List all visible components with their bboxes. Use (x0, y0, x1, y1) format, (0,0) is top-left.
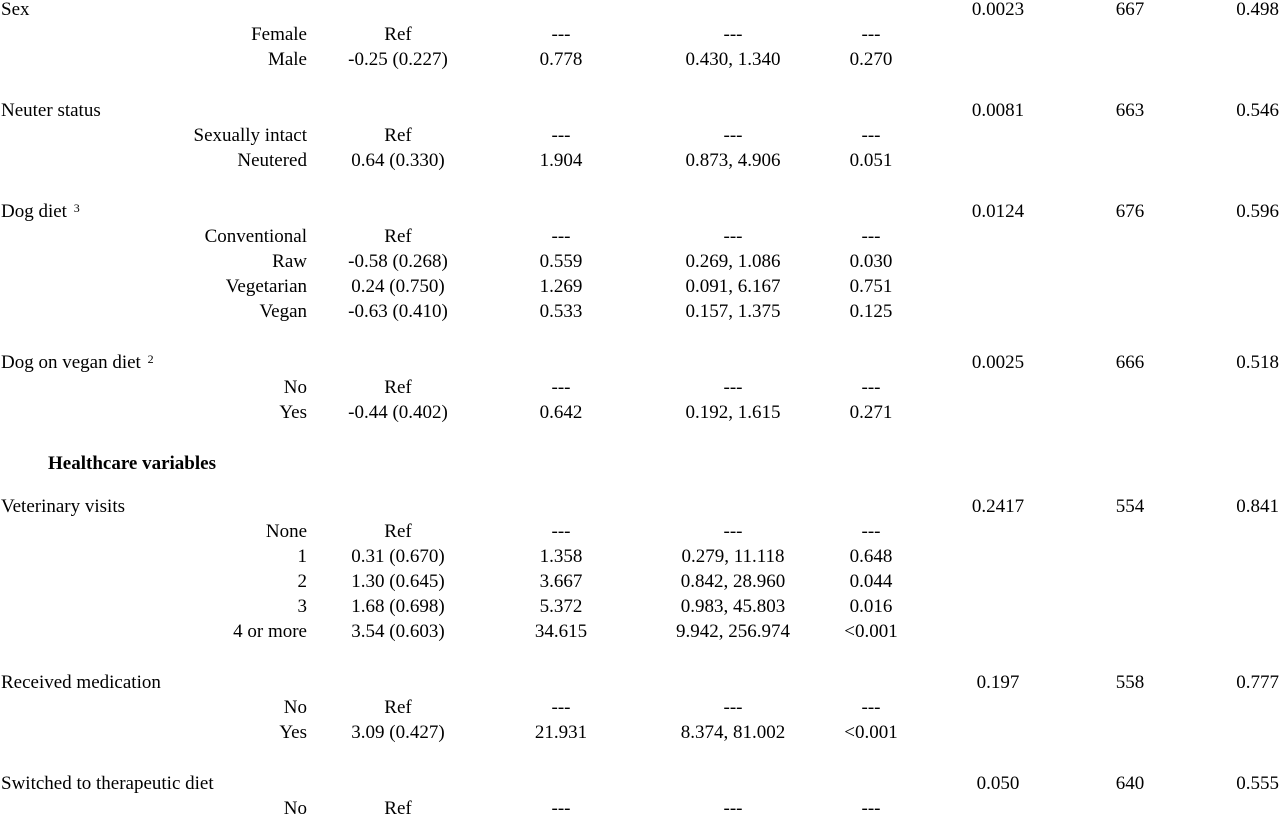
p-value: 0.016 (849, 596, 893, 617)
odds-ratio: 0.778 (539, 49, 583, 70)
odds-ratio: --- (551, 24, 571, 45)
p-value: --- (861, 24, 881, 45)
confidence-interval: 0.983, 45.803 (680, 596, 786, 617)
level-row (0, 695, 1280, 720)
coefficient-se: Ref (384, 697, 412, 718)
level-row (0, 148, 1280, 173)
confidence-interval: --- (723, 798, 743, 819)
confidence-interval: 0.842, 28.960 (680, 571, 786, 592)
level-label: 1 (297, 546, 307, 567)
odds-ratio: 0.642 (539, 402, 583, 423)
level-row (0, 720, 1280, 745)
coefficient-se: 0.24 (0.750) (351, 276, 445, 297)
odds-ratio: --- (551, 798, 571, 819)
odds-ratio: 0.559 (539, 251, 583, 272)
auc-value: 0.596 (1236, 201, 1279, 222)
coefficient-se: Ref (384, 798, 412, 819)
level-label: None (265, 521, 307, 542)
p-value: 0.030 (849, 251, 893, 272)
level-row (0, 249, 1280, 274)
odds-ratio: 3.667 (539, 571, 583, 592)
level-row (0, 274, 1280, 299)
auc-value: 0.841 (1236, 496, 1279, 517)
r-squared-value: 0.0124 (971, 201, 1025, 222)
section-heading (0, 451, 1280, 476)
level-label: Conventional (204, 226, 307, 247)
variable-name: Neuter status (1, 100, 101, 121)
sample-size-value: 558 (1115, 672, 1145, 693)
level-row (0, 796, 1280, 821)
footnote-marker: 3 (73, 201, 80, 215)
confidence-interval: --- (723, 125, 743, 146)
odds-ratio: 34.615 (534, 621, 588, 642)
variable-name: Veterinary visits (1, 496, 126, 517)
level-label: No (283, 798, 307, 819)
p-value: --- (861, 798, 881, 819)
p-value: --- (861, 697, 881, 718)
variable-name: Dog on vegan diet (1, 352, 141, 373)
level-row (0, 619, 1280, 644)
section-heading-text: Healthcare variables (48, 453, 216, 474)
p-value: 0.125 (849, 301, 893, 322)
coefficient-se: 3.09 (0.427) (351, 722, 445, 743)
confidence-interval: 9.942, 256.974 (676, 621, 790, 642)
level-label: Raw (272, 251, 307, 272)
variable-row (0, 98, 1280, 123)
p-value: 0.271 (849, 402, 893, 423)
p-value: 0.044 (849, 571, 893, 592)
sample-size-value: 667 (1115, 0, 1145, 20)
coefficient-se: -0.58 (0.268) (348, 251, 448, 272)
level-row (0, 569, 1280, 594)
odds-ratio: 1.904 (539, 150, 583, 171)
sample-size-value: 663 (1115, 100, 1145, 121)
r-squared-value: 0.0023 (971, 0, 1025, 20)
level-row (0, 123, 1280, 148)
coefficient-se: Ref (384, 24, 412, 45)
level-row (0, 224, 1280, 249)
confidence-interval: --- (723, 521, 743, 542)
coefficient-se: 0.64 (0.330) (351, 150, 445, 171)
p-value: 0.051 (849, 150, 893, 171)
level-label: Male (267, 49, 307, 70)
auc-value: 0.498 (1236, 0, 1279, 20)
sample-size-value: 554 (1115, 496, 1145, 517)
sample-size-value: 640 (1115, 773, 1145, 794)
confidence-interval: --- (723, 697, 743, 718)
confidence-interval: 0.279, 11.118 (681, 546, 785, 567)
p-value: 0.751 (849, 276, 893, 297)
variable-name-group (1, 350, 154, 375)
auc-value: 0.518 (1236, 352, 1279, 373)
confidence-interval: 0.157, 1.375 (685, 301, 781, 322)
level-label: No (283, 377, 307, 398)
p-value: 0.270 (849, 49, 893, 70)
confidence-interval: --- (723, 377, 743, 398)
p-value: <0.001 (844, 722, 898, 743)
variable-row (0, 0, 1280, 22)
coefficient-se: Ref (384, 377, 412, 398)
footnote-marker: 2 (147, 352, 154, 366)
p-value: --- (861, 125, 881, 146)
variable-row (0, 771, 1280, 796)
p-value: --- (861, 226, 881, 247)
odds-ratio: --- (551, 125, 571, 146)
sample-size-value: 676 (1115, 201, 1145, 222)
confidence-interval: --- (723, 226, 743, 247)
level-label: 3 (297, 596, 307, 617)
coefficient-se: 0.31 (0.670) (351, 546, 445, 567)
confidence-interval: 0.269, 1.086 (685, 251, 781, 272)
variable-row (0, 494, 1280, 519)
level-label: Female (251, 24, 307, 45)
coefficient-se: -0.44 (0.402) (348, 402, 448, 423)
level-label: Sexually intact (193, 125, 307, 146)
level-label: No (283, 697, 307, 718)
level-row (0, 544, 1280, 569)
level-row (0, 519, 1280, 544)
confidence-interval: --- (723, 24, 743, 45)
r-squared-value: 0.2417 (971, 496, 1025, 517)
level-label: 2 (297, 571, 307, 592)
odds-ratio: 1.358 (539, 546, 583, 567)
confidence-interval: 0.873, 4.906 (685, 150, 781, 171)
odds-ratio: 1.269 (539, 276, 583, 297)
variable-name-group (1, 199, 80, 224)
confidence-interval: 8.374, 81.002 (680, 722, 786, 743)
confidence-interval: 0.430, 1.340 (685, 49, 781, 70)
odds-ratio: 5.372 (539, 596, 583, 617)
p-value: --- (861, 377, 881, 398)
level-label: Yes (279, 402, 307, 423)
level-label: Neutered (237, 150, 307, 171)
r-squared-value: 0.197 (976, 672, 1020, 693)
level-row (0, 299, 1280, 324)
p-value: 0.648 (849, 546, 893, 567)
r-squared-value: 0.0025 (971, 352, 1025, 373)
odds-ratio: 0.533 (539, 301, 583, 322)
odds-ratio: 21.931 (534, 722, 588, 743)
p-value: <0.001 (844, 621, 898, 642)
variable-name: Switched to therapeutic diet (1, 773, 214, 794)
auc-value: 0.546 (1236, 100, 1279, 121)
sample-size-value: 666 (1115, 352, 1145, 373)
coefficient-se: 1.30 (0.645) (351, 571, 445, 592)
odds-ratio: --- (551, 521, 571, 542)
level-label: Yes (279, 722, 307, 743)
level-row (0, 22, 1280, 47)
level-row (0, 400, 1280, 425)
odds-ratio: --- (551, 377, 571, 398)
level-row (0, 47, 1280, 72)
confidence-interval: 0.192, 1.615 (685, 402, 781, 423)
level-label: Vegan (259, 301, 307, 322)
odds-ratio: --- (551, 226, 571, 247)
variable-name: Sex (1, 0, 30, 20)
coefficient-se: Ref (384, 226, 412, 247)
r-squared-value: 0.050 (976, 773, 1020, 794)
level-row (0, 594, 1280, 619)
coefficient-se: 3.54 (0.603) (351, 621, 445, 642)
auc-value: 0.777 (1236, 672, 1279, 693)
variable-row (0, 670, 1280, 695)
level-row (0, 375, 1280, 400)
variable-row (0, 350, 1280, 375)
variable-name: Received medication (1, 672, 161, 693)
coefficient-se: 1.68 (0.698) (351, 596, 445, 617)
variable-row (0, 199, 1280, 224)
variable-name: Dog diet (1, 201, 67, 222)
auc-value: 0.555 (1236, 773, 1279, 794)
level-label: 4 or more (233, 621, 307, 642)
odds-ratio: --- (551, 697, 571, 718)
r-squared-value: 0.0081 (971, 100, 1025, 121)
level-label: Vegetarian (225, 276, 307, 297)
confidence-interval: 0.091, 6.167 (685, 276, 781, 297)
coefficient-se: -0.63 (0.410) (348, 301, 448, 322)
coefficient-se: Ref (384, 125, 412, 146)
coefficient-se: Ref (384, 521, 412, 542)
p-value: --- (861, 521, 881, 542)
coefficient-se: -0.25 (0.227) (348, 49, 448, 70)
